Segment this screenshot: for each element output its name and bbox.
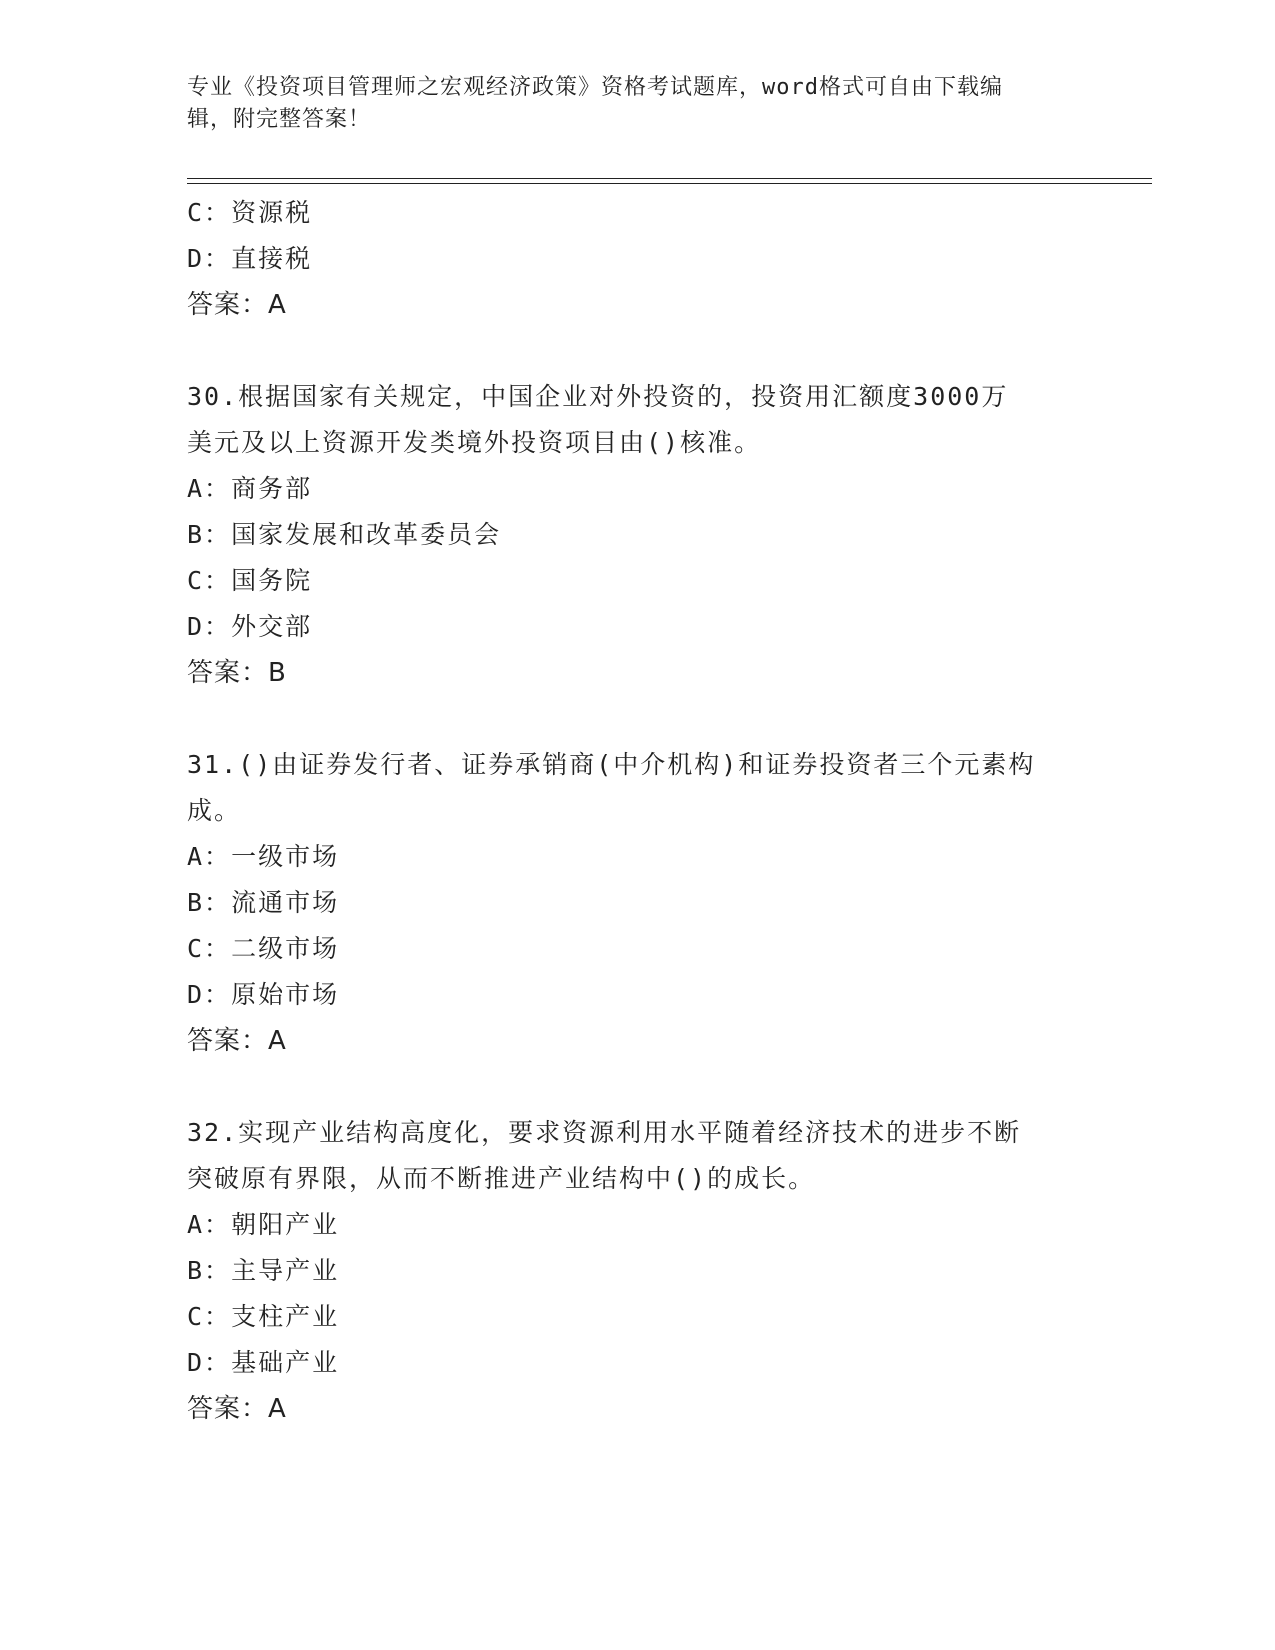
option-b [187, 1248, 1087, 1294]
option-b [187, 512, 1087, 558]
header-divider-top [187, 178, 1152, 179]
option-label: B： [187, 888, 232, 917]
question-content [187, 190, 1087, 1432]
option-text: 流通市场 [231, 888, 340, 917]
option-c [187, 926, 1087, 972]
page-header [187, 72, 1067, 136]
answer: 答案：A [187, 1026, 287, 1056]
option-label: D： [187, 1348, 232, 1377]
option-label: A： [187, 842, 232, 871]
option-label: D： [187, 980, 232, 1009]
header-divider-bottom [187, 183, 1152, 184]
option-c [187, 190, 1087, 236]
option-text: 二级市场 [231, 934, 340, 963]
option-text: 资源税 [231, 198, 313, 227]
option-d [187, 236, 1087, 282]
option-text: 直接税 [231, 244, 313, 273]
option-b [187, 880, 1087, 926]
prev-question [187, 190, 1087, 328]
option-label: C： [187, 566, 232, 595]
question-stem-line-1: 31.()由证券发行者、证券承销商(中介机构)和证券投资者三个元素构 [187, 750, 1036, 779]
question-stem-line-2: 突破原有界限，从而不断推进产业结构中()的成长。 [187, 1164, 816, 1193]
option-label: B： [187, 520, 232, 549]
option-text: 朝阳产业 [231, 1210, 340, 1239]
option-d [187, 1340, 1087, 1386]
question-30 [187, 374, 1087, 696]
header-line-2: 辑，附完整答案！ [187, 107, 372, 132]
answer: 答案：A [187, 1394, 287, 1424]
option-label: A： [187, 1210, 232, 1239]
question-32 [187, 1110, 1087, 1432]
option-label: D： [187, 244, 232, 273]
option-text: 支柱产业 [231, 1302, 340, 1331]
option-label: C： [187, 934, 232, 963]
option-a [187, 1202, 1087, 1248]
option-text: 国家发展和改革委员会 [231, 520, 502, 549]
option-a [187, 466, 1087, 512]
option-text: 国务院 [231, 566, 313, 595]
option-text: 原始市场 [231, 980, 340, 1009]
header-line-1: 专业《投资项目管理师之宏观经济政策》资格考试题库，word格式可自由下载编 [187, 75, 1003, 100]
answer: 答案：B [187, 658, 287, 688]
question-stem-line-1: 32.实现产业结构高度化，要求资源利用水平随着经济技术的进步不断 [187, 1118, 1022, 1147]
option-c [187, 1294, 1087, 1340]
question-31 [187, 742, 1087, 1064]
option-text: 基础产业 [231, 1348, 340, 1377]
question-stem-line-2: 美元及以上资源开发类境外投资项目由()核准。 [187, 428, 762, 457]
option-c [187, 558, 1087, 604]
question-stem-line-1: 30.根据国家有关规定，中国企业对外投资的，投资用汇额度3000万 [187, 382, 1009, 411]
option-label: C： [187, 198, 232, 227]
option-label: A： [187, 474, 232, 503]
option-text: 商务部 [231, 474, 313, 503]
answer: 答案：A [187, 290, 287, 320]
option-label: C： [187, 1302, 232, 1331]
option-label: D： [187, 612, 232, 641]
option-d [187, 604, 1087, 650]
option-text: 外交部 [231, 612, 313, 641]
option-text: 一级市场 [231, 842, 340, 871]
option-text: 主导产业 [231, 1256, 340, 1285]
question-stem-line-2: 成。 [187, 796, 242, 825]
option-label: B： [187, 1256, 232, 1285]
option-a [187, 834, 1087, 880]
option-d [187, 972, 1087, 1018]
